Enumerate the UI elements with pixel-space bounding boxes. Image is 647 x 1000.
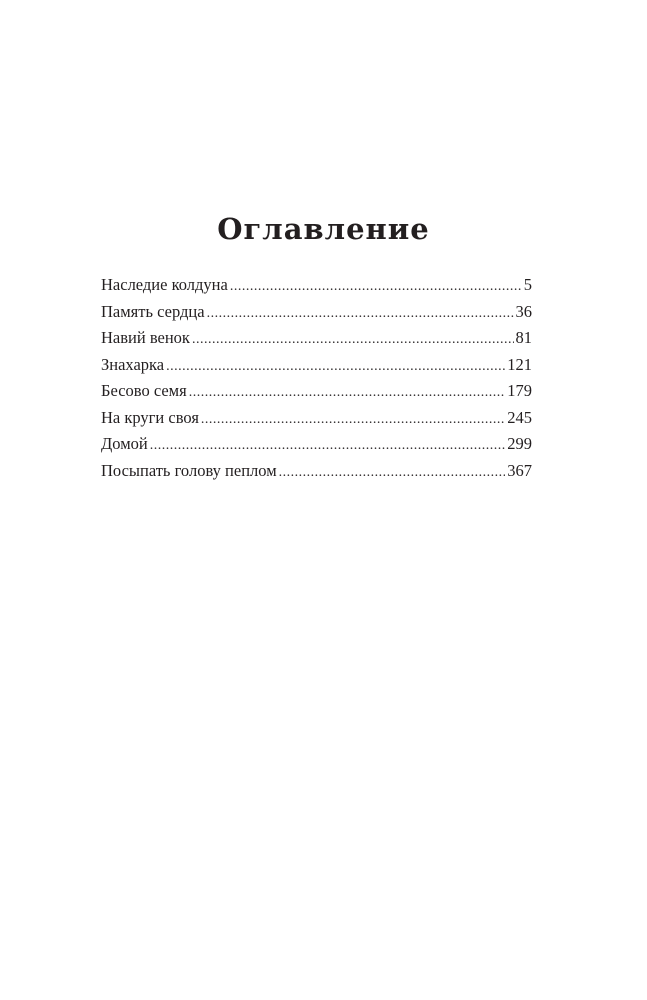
dot-leader bbox=[150, 433, 506, 460]
toc-entry-title: Домой bbox=[101, 434, 148, 453]
toc-entry-title: На круги своя bbox=[101, 407, 199, 427]
dot-leader bbox=[192, 327, 514, 354]
dot-leader bbox=[279, 460, 506, 487]
toc-entry bbox=[101, 378, 532, 405]
toc-entry-page-number: 36 bbox=[515, 301, 532, 321]
toc-list bbox=[101, 272, 532, 484]
toc-entry bbox=[101, 325, 532, 352]
toc-entry bbox=[101, 352, 532, 379]
toc-entry bbox=[101, 458, 532, 485]
toc-entry bbox=[101, 431, 532, 458]
toc-entry-page-number: 299 bbox=[507, 434, 532, 453]
toc-entry-title: Знахарка bbox=[101, 354, 165, 374]
dot-leader bbox=[166, 354, 505, 381]
toc-entry bbox=[101, 272, 532, 299]
toc-entry-title: Навий венок bbox=[101, 328, 190, 347]
toc-entry-page-number: 245 bbox=[507, 407, 532, 427]
toc-entry-page-number: 121 bbox=[507, 354, 532, 374]
toc-entry-title: Бесово семя bbox=[101, 381, 187, 400]
dot-leader bbox=[207, 301, 514, 328]
toc-entry-page-number: 367 bbox=[507, 460, 532, 480]
toc-entry-page-number: 179 bbox=[507, 381, 532, 400]
toc-entry bbox=[101, 299, 532, 326]
dot-leader bbox=[230, 274, 522, 301]
toc-entry-title: Посыпать голову пеплом bbox=[101, 460, 277, 480]
dot-leader bbox=[189, 380, 506, 407]
toc-entry-page-number: 5 bbox=[523, 275, 532, 294]
dot-leader bbox=[201, 407, 505, 434]
toc-entry bbox=[101, 405, 532, 432]
toc-entry-page-number: 81 bbox=[515, 328, 532, 347]
toc-entry-title: Память сердца bbox=[101, 301, 205, 321]
toc-heading: Оглавление bbox=[217, 212, 430, 247]
toc-entry-title: Наследие колдуна bbox=[101, 275, 228, 294]
